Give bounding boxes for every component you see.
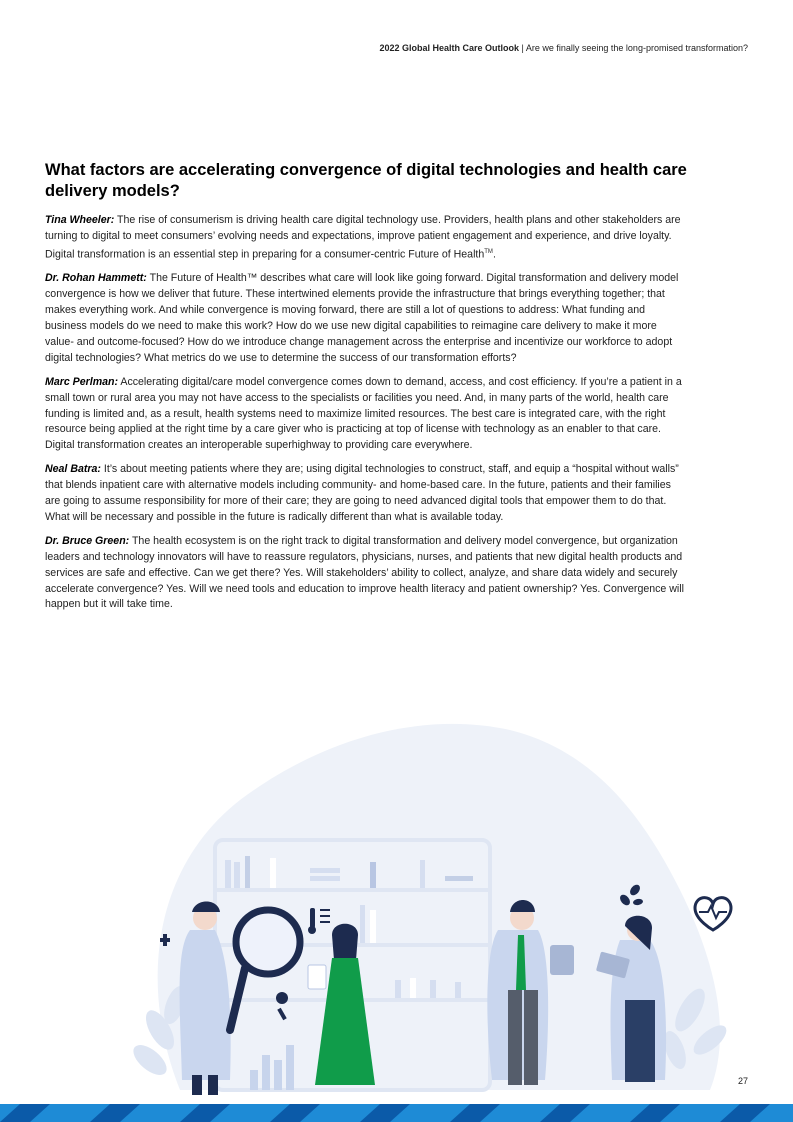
speaker-name: Tina Wheeler: (45, 214, 115, 226)
report-title: 2022 Global Health Care Outlook (379, 43, 520, 53)
section-title: What factors are accelerating convergence of digital technologies and health care delivery models? (45, 161, 687, 200)
response-end: . (492, 248, 496, 261)
response-rohan-hammett (45, 271, 685, 366)
response-bruce-green (45, 534, 685, 614)
page-number: 27 (737, 1076, 748, 1086)
health-care-illustration (120, 690, 740, 1105)
response-tina-wheeler (45, 213, 685, 263)
speaker-name: Dr. Bruce Green: (45, 534, 130, 547)
response-text: The rise of consumerism is driving health care digital technology use. Providers, health plans and other stakeholders are turning to digital to meet consumers’ evolving needs and expectations, improve patient engagement and experience, and drive loyalty. Digital transformation is an essential step in preparing for a consumer-centric Future of Health (45, 214, 681, 261)
speaker-name: Marc Perlman: (45, 375, 119, 388)
trademark-sup: TM (484, 248, 493, 255)
report-subtitle: Are we finally seeing the long-promised transformation? (525, 43, 748, 53)
heart-pulse-icon (695, 898, 731, 930)
response-text: The health ecosystem is on the right track to digital transformation and delivery model convergence, but organization leaders and technology innovators will have to reassure regulators, physicians, nurses, and patients that new digital health products and services are safe and effective. Can we get there? Yes. Will stakeholders’ ability to collect, analyze, and share data widely and securely accelerate convergence? Yes. Will we need tools and education to improve health literacy and patient ownership? Yes. Convergence will happen but it will take time. (45, 534, 684, 611)
running-header (379, 43, 748, 53)
speaker-name: Dr. Rohan Hammett: (45, 272, 147, 285)
header-separator: | (519, 43, 526, 53)
speaker-name: Neal Batra: (45, 463, 101, 476)
response-marc-perlman (45, 375, 685, 455)
footer-stripe (0, 1104, 793, 1122)
response-neal-batra (45, 462, 685, 526)
response-text: The Future of Health™ describes what care will look like going forward. Digital transformation and delivery model convergence is how we deliver that future. These intertwined elements provide the infrastructure that brings everything together; that makes everything work. And while convergence is moving forward, there are still a lot of questions to address: What funding and business models do we need to make this work? How do we use new digital capabilities to reimagine care delivery to make it more value- and outcome-focused? How do we introduce change management across the enterprise and incentivize our workforce to adopt digital technologies? What metrics do we use to determine the success of our transformation efforts? (45, 272, 679, 364)
interview-responses (45, 213, 685, 621)
response-text: It’s about meeting patients where they are; using digital technologies to construct, staff, and equip a “hospital without walls” that blends inpatient care with alternative models including community- and home-based care. In the future, patients and their families are going to assume responsibility for more of their care; they are going to need advanced digital tools that empower them to do that. What will be necessary and possible in the future is radically different than what is available today. (45, 463, 679, 523)
response-text: Accelerating digital/care model convergence comes down to demand, access, and cost efficiency. If you’re a patient in a small town or rural area you may not have access to the specialists or facilities you need. And, in many parts of the world, health care funding is limited and, as a result, health systems need to maximize limited resources. The best care is integrated care, with the right resource being applied at the right time by a care giver who is practicing at top of license with technology as an enabler to that care. Digital transformation creates an interoperable superhighway to providing care everywhere. (45, 375, 682, 452)
